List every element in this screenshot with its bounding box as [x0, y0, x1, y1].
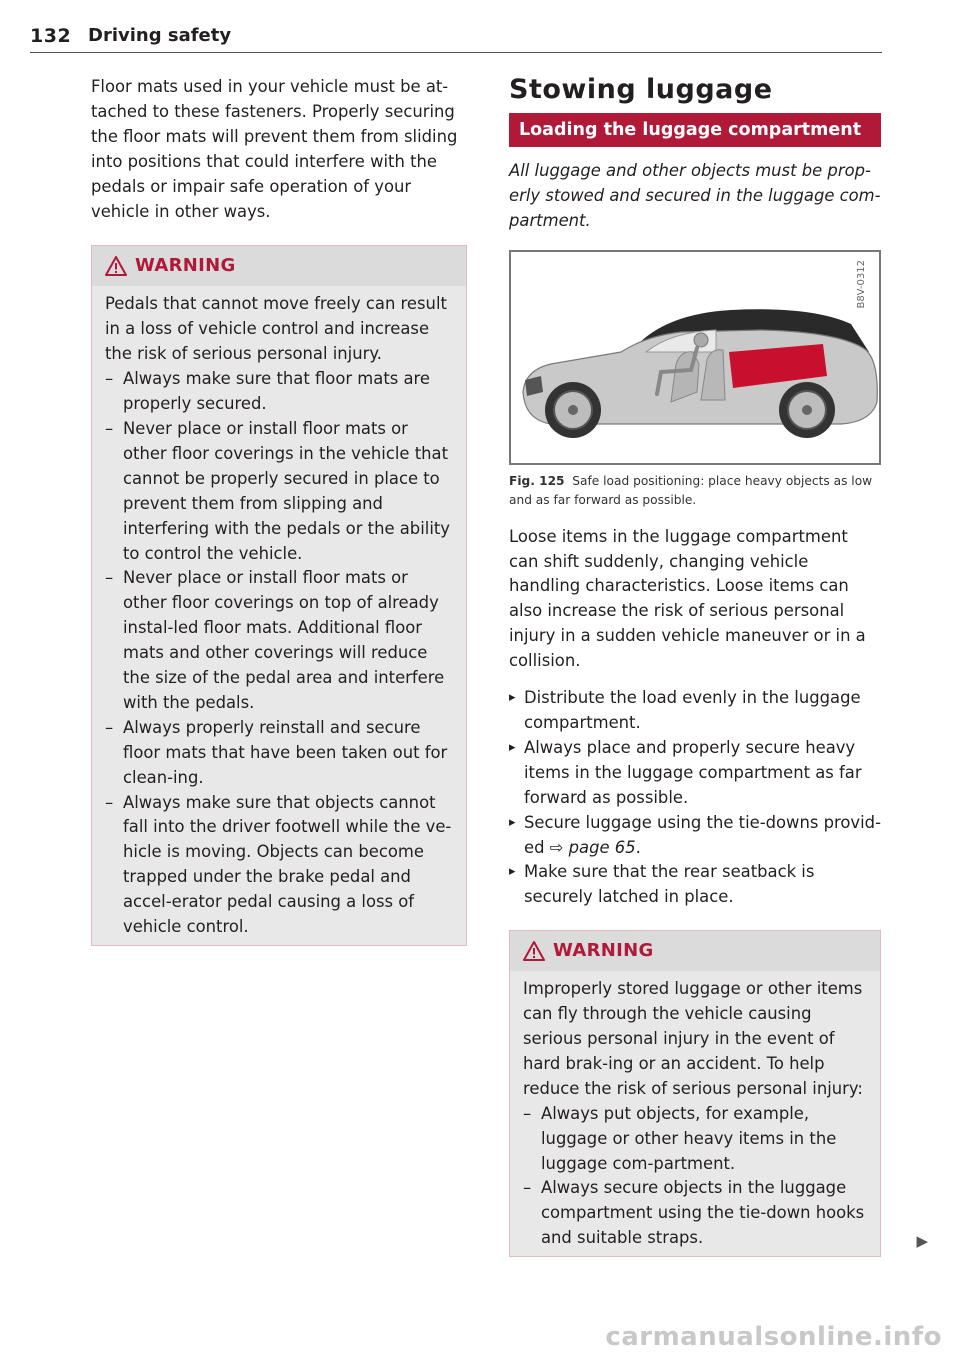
figure-label: Fig. 125: [509, 473, 565, 488]
warning-box-luggage: [509, 930, 928, 1257]
page-reference-link[interactable]: ⇨ page 65: [549, 837, 636, 857]
warning-lead: Pedals that cannot move freely can result in a loss of vehicle control and increase the risk of serious personal injury.: [105, 294, 447, 364]
subsection-bar: Loading the luggage compartment: [509, 113, 881, 147]
warning-item: – Never place or install floor mats or other floor coverings on top of already instal-led floor mats. Additional floor mats and other coverings will reduce the size of the pedal area and interfere with the pedals.: [105, 566, 454, 715]
section-title: Driving safety: [88, 25, 232, 46]
warning-triangle-icon: [523, 941, 545, 961]
warning-header: [510, 931, 880, 971]
figure-car-load: [509, 250, 881, 465]
watermark: carmanualsonline.info: [605, 1322, 942, 1352]
warning-title: WARNING: [135, 254, 236, 276]
warning-item: – Always properly reinstall and secure floor mats that have been taken out for clean-ing.: [105, 716, 454, 791]
loose-items-paragraph: Loose items in the luggage compartment can shift suddenly, changing vehicle handling characteristics. Loose items can also increase the risk of serious personal injury in a sudden vehicle maneuver or in a collision.: [509, 526, 866, 671]
section-intro: All luggage and other objects must be prop-erly stowed and secured in the luggage com-partment.: [509, 160, 881, 230]
warning-item: – Never place or install floor mats or other floor coverings in the vehicle that cannot be properly secured in place to prevent them from slipping and interfering with the pedals or the ability to control the vehicle.: [105, 417, 454, 566]
warning-header: [92, 246, 466, 286]
warning-item: – Always put objects, for example, luggage or other heavy items in the luggage com-partment.: [523, 1102, 868, 1177]
step-text: Secure luggage using the tie-downs provid-ed: [524, 812, 881, 857]
stowing-luggage-heading: Stowing luggage: [509, 74, 773, 105]
steps-list: [509, 686, 881, 910]
continue-arrow-icon: ▶: [916, 1232, 928, 1251]
warning-lead: Improperly stored luggage or other items can fly through the vehicle causing serious personal injury in the event of hard brak-ing or an accident. To help reduce the risk of serious personal injury:: [523, 979, 863, 1098]
warning-list: [105, 367, 454, 940]
step-item: ▸ Make sure that the rear seatback is securely latched in place.: [509, 860, 881, 910]
page-header: [30, 22, 882, 53]
step-text-end: .: [635, 837, 641, 857]
left-column: [91, 75, 467, 946]
figure-code: B8V-0312: [856, 259, 868, 309]
warning-item: – Always make sure that floor mats are properly secured.: [105, 367, 454, 417]
figure-caption: [509, 472, 881, 510]
warning-triangle-icon: [105, 256, 127, 276]
step-item: [509, 811, 881, 861]
warning-list: [523, 1102, 868, 1251]
warning-title: WARNING: [553, 939, 654, 961]
warning-box-floor-mats: [91, 245, 467, 946]
step-item: ▸ Always place and properly secure heavy items in the luggage compartment as far forward as possible.: [509, 736, 881, 811]
car-illustration: [511, 252, 879, 463]
warning-item: – Always make sure that objects cannot fall into the driver footwell while the ve-hicle is moving. Objects can become trapped under the brake pedal and accel-erator pedal causing a loss of vehicle control.: [105, 791, 454, 940]
floor-mats-intro: Floor mats used in your vehicle must be at-tached to these fasteners. Properly securing the floor mats will prevent them from sliding into positions that could interfere with the pedals or impair safe operation of your vehicle in other ways.: [91, 77, 458, 221]
warning-item: – Always secure objects in the luggage compartment using the tie-down hooks and suitable straps.: [523, 1176, 868, 1251]
page-number: 132: [30, 25, 72, 47]
right-column: [509, 74, 928, 1257]
figure-caption-text: Safe load positioning: place heavy objects as low and as far forward as possible.: [509, 473, 873, 507]
step-item: ▸ Distribute the load evenly in the luggage compartment.: [509, 686, 881, 736]
